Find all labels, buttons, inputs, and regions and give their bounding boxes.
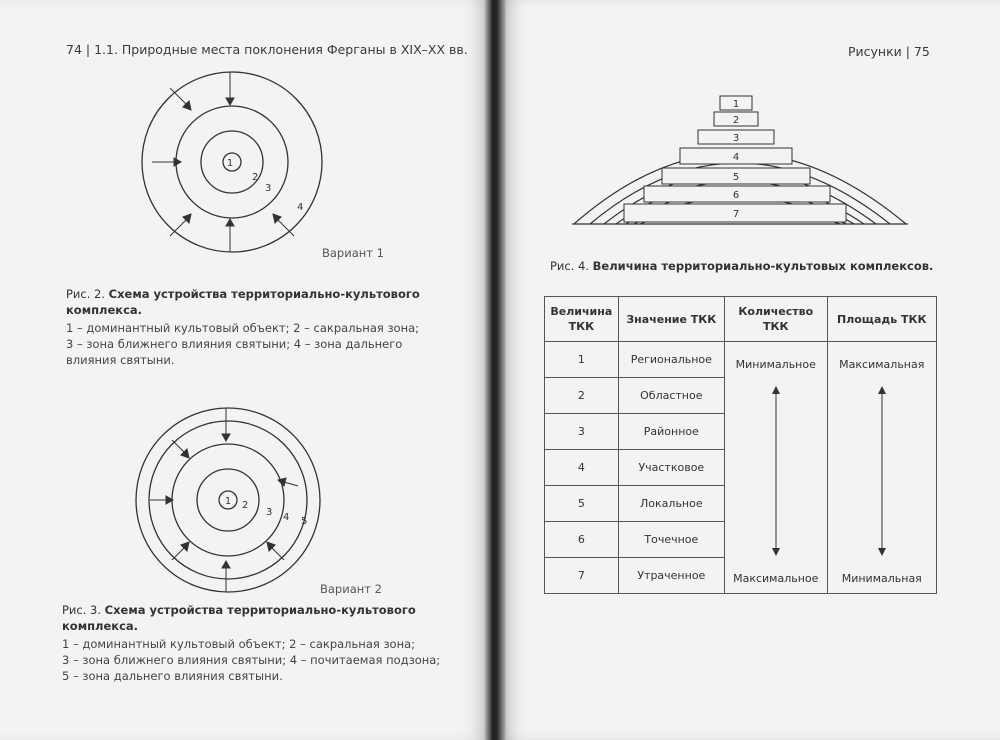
cell-meaning: Районное (618, 414, 724, 450)
quantity-cell (724, 342, 827, 594)
table-header-row (545, 297, 937, 342)
fig3-caption-title: Схема устройства территориально-культового комплекса. (62, 603, 416, 633)
fig2-caption-title: Схема устройства территориально-культового комплекса. (66, 287, 420, 317)
fig2-label-3: 3 (265, 183, 272, 194)
running-head-right: Рисунки | 75 (848, 44, 930, 59)
fig2-caption (66, 286, 466, 318)
fig2-label-2: 2 (252, 172, 259, 183)
fig3-caption-label: Рис. 3. (62, 603, 102, 617)
cell-meaning: Утраченное (618, 558, 724, 594)
fig3-label-5: 5 (301, 516, 308, 527)
header-size: Величина ТКК (545, 297, 619, 342)
fig4-level-label: 7 (732, 209, 740, 220)
area-cell (827, 342, 936, 594)
fig2-legend-line: влияния святыни. (66, 353, 175, 367)
cell-size: 1 (545, 342, 619, 378)
fig2-label-1: 1 (226, 158, 234, 169)
running-head-left: 74 | 1.1. Природные места поклонения Ферганы в XIX–XX вв. (66, 42, 468, 57)
quantity-bottom: Максимальное (733, 572, 819, 585)
cell-size: 3 (545, 414, 619, 450)
header-meaning: Значение ТКК (618, 297, 724, 342)
area-top: Максимальная (839, 358, 925, 371)
header-quantity: Количество ТКК (724, 297, 827, 342)
ttk-table (544, 296, 937, 594)
fig3-legend-line: 3 – зона ближнего влияния святыни; 4 – почитаемая подзона; (62, 653, 441, 667)
fig4-level-label: 4 (732, 152, 740, 163)
fig2-legend-line: 1 – доминантный культовый объект; 2 – сакральная зона; (66, 321, 420, 335)
fig2-variant-label: Вариант 1 (322, 246, 384, 260)
fig4-level-label: 1 (732, 99, 740, 110)
fig4-caption-title: Величина территориально-культовых комплексов. (592, 259, 934, 273)
fig2-caption-label: Рис. 2. (66, 287, 106, 301)
fig3-legend (62, 636, 472, 684)
fig4-diagram (560, 90, 920, 230)
fig3-label-1: 1 (224, 496, 232, 507)
fig4-caption (550, 258, 970, 274)
cell-meaning: Точечное (618, 522, 724, 558)
fig3-variant-label: Вариант 2 (320, 582, 382, 596)
fig3-legend-line: 5 – зона дальнего влияния святыни. (62, 669, 283, 683)
cell-meaning: Областное (618, 378, 724, 414)
cell-size: 4 (545, 450, 619, 486)
fig2-legend-line: 3 – зона ближнего влияния святыни; 4 – зона дальнего (66, 337, 403, 351)
fig3-caption (62, 602, 462, 634)
cell-meaning: Локальное (618, 486, 724, 522)
fig3-label-3: 3 (266, 507, 273, 518)
double-arrow-icon (771, 386, 781, 556)
fig3-legend-line: 1 – доминантный культовый объект; 2 – сакральная зона; (62, 637, 416, 651)
fig4-caption-label: Рис. 4. (550, 259, 590, 273)
fig4-level-label: 6 (732, 190, 740, 201)
fig2-label-4: 4 (297, 202, 304, 213)
cell-size: 5 (545, 486, 619, 522)
area-bottom: Минимальная (841, 572, 922, 585)
cell-meaning: Региональное (618, 342, 724, 378)
fig4-level-label: 3 (732, 133, 740, 144)
cell-meaning: Участковое (618, 450, 724, 486)
double-arrow-icon (877, 386, 887, 556)
table-row (545, 342, 937, 378)
cell-size: 7 (545, 558, 619, 594)
fig3-label-4: 4 (283, 512, 290, 523)
cell-size: 6 (545, 522, 619, 558)
quantity-top: Минимальное (735, 358, 816, 371)
fig4-level-label: 5 (732, 172, 740, 183)
book-gutter (484, 0, 506, 740)
fig2-diagram (130, 60, 340, 270)
fig3-diagram (126, 400, 336, 605)
fig3-label-2: 2 (242, 500, 249, 511)
fig2-legend (66, 320, 476, 368)
header-area: Площадь ТКК (827, 297, 936, 342)
cell-size: 2 (545, 378, 619, 414)
fig4-level-label: 2 (732, 115, 740, 126)
